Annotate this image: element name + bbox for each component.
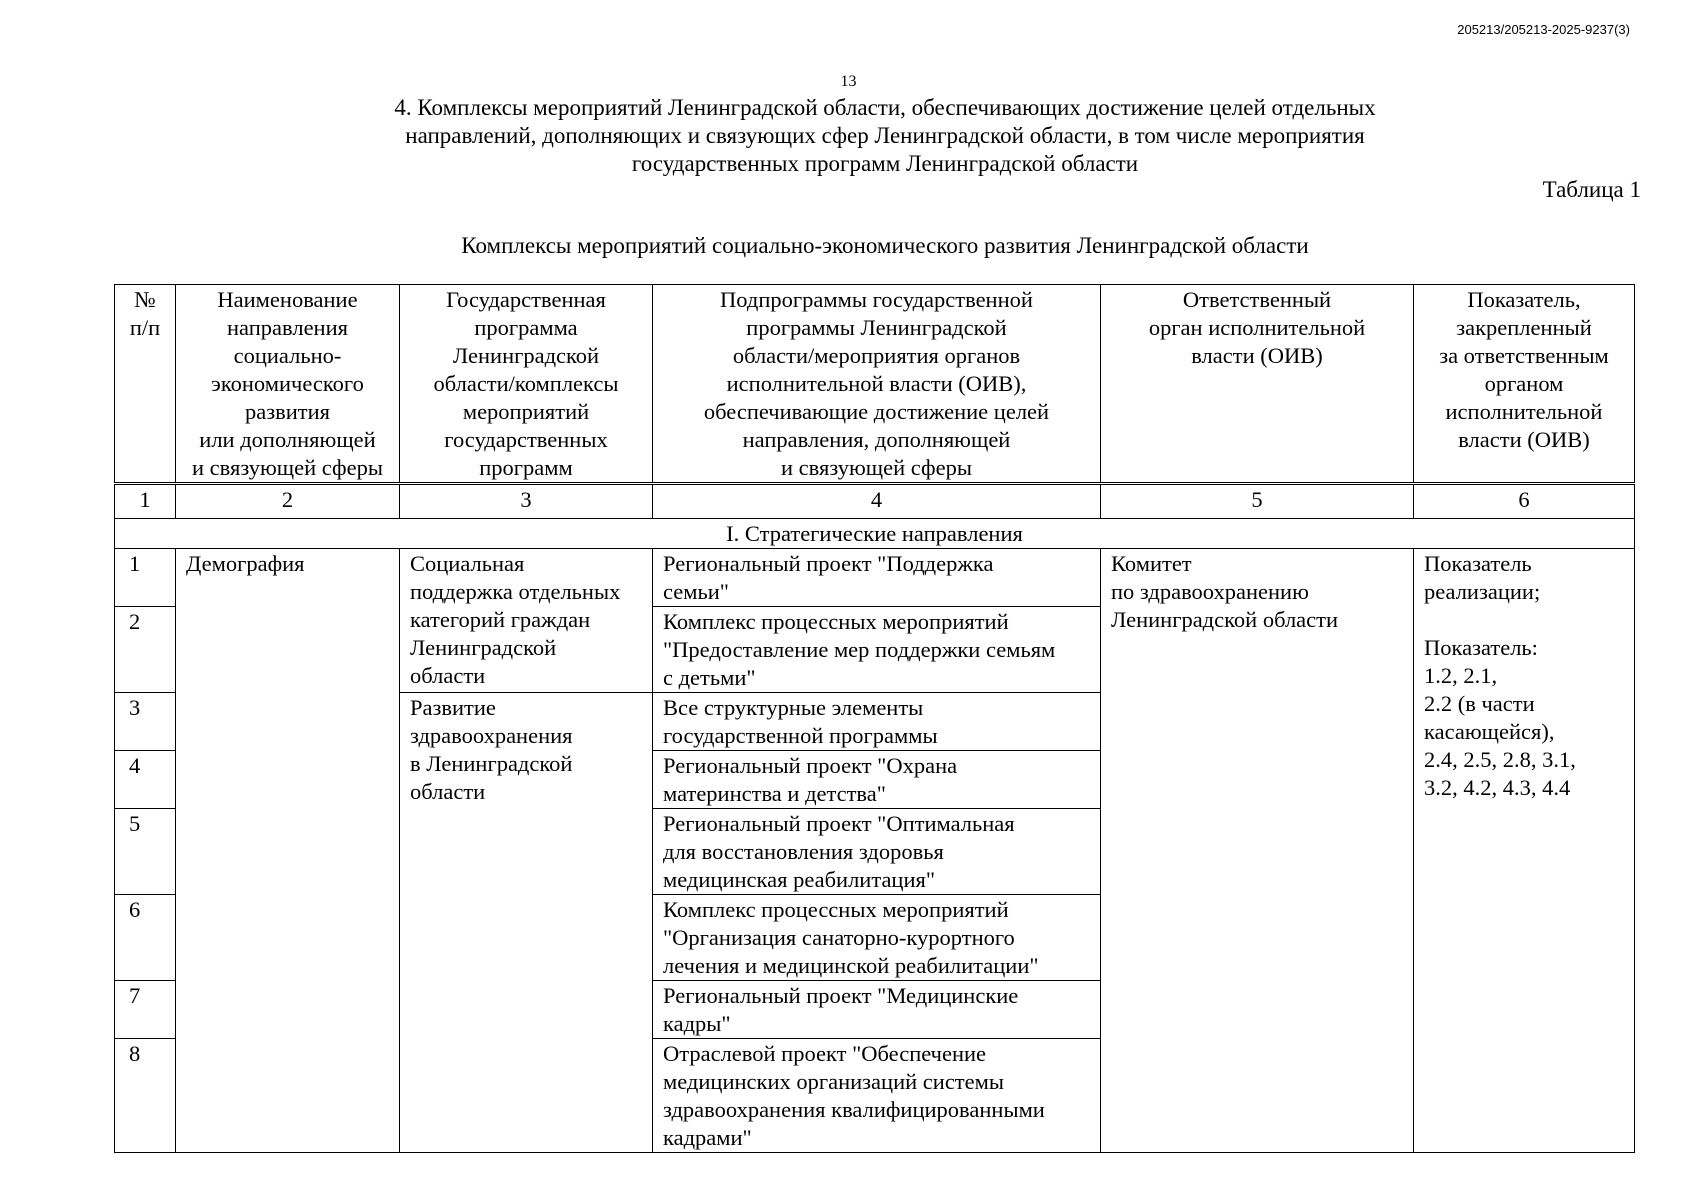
responsible-cell: Комитет по здравоохранению Ленинградской области	[1101, 549, 1414, 1153]
measures-table	[114, 284, 1635, 1153]
measure-cell: Все структурные элементы государственной программы	[653, 693, 1101, 751]
column-number: 6	[1414, 485, 1635, 519]
table-row	[115, 549, 1635, 607]
row-number: 8	[115, 1039, 176, 1153]
measure-cell: Региональный проект "Медицинские кадры"	[653, 981, 1101, 1039]
header-cell-number: № п/п	[115, 285, 176, 483]
column-number: 3	[400, 485, 653, 519]
measure-cell: Региональный проект "Охрана материнства и детства"	[653, 751, 1101, 809]
header-cell-direction: Наименование направления социально- экономического развития или дополняющей и связующей сферы	[176, 285, 400, 483]
column-number: 5	[1101, 485, 1414, 519]
row-number: 4	[115, 751, 176, 809]
measure-cell: Региональный проект "Поддержка семьи"	[653, 549, 1101, 607]
measure-cell: Комплекс процессных мероприятий "Предоставление мер поддержки семьям с детьми"	[653, 607, 1101, 693]
direction-cell: Демография	[176, 549, 400, 1153]
header-cell-program: Государственная программа Ленинградской области/комплексы мероприятий государственных программ	[400, 285, 653, 483]
section-row	[115, 519, 1635, 549]
row-number: 5	[115, 809, 176, 895]
row-number: 1	[115, 549, 176, 607]
column-number: 2	[176, 485, 400, 519]
table-label: Таблица 1	[1542, 177, 1641, 202]
header-cell-subprograms: Подпрограммы государственной программы Ленинградской области/мероприятия органов исполнительной власти (ОИВ), обеспечивающие достижение целей направления, дополняющей и связующей сферы	[653, 285, 1101, 483]
row-number: 2	[115, 607, 176, 693]
header-cell-responsible: Ответственный орган исполнительной власти (ОИВ)	[1101, 285, 1414, 483]
column-number: 1	[115, 485, 176, 519]
page-number: 13	[840, 73, 857, 90]
table-caption: Комплексы мероприятий социально-экономического развития Ленинградской области	[461, 233, 1309, 258]
section-title: 4. Комплексы мероприятий Ленинградской области, обеспечивающих достижение целей отдельных направлений, дополняющих и связующих сфер Ленинградской области, в том числе мероприятия государственных программ Ленинградской области	[394, 95, 1376, 176]
measure-cell: Региональный проект "Оптимальная для восстановления здоровья медицинская реабилитация"	[653, 809, 1101, 895]
document-id: 205213/205213-2025-9237(3)	[1457, 22, 1630, 37]
row-number: 7	[115, 981, 176, 1039]
header-row	[115, 285, 1635, 483]
measure-cell: Комплекс процессных мероприятий "Организация санаторно-курортного лечения и медицинской реабилитации"	[653, 895, 1101, 981]
program-cell: Социальная поддержка отдельных категорий граждан Ленинградской области	[400, 549, 653, 693]
header-cell-indicator: Показатель, закрепленный за ответственным органом исполнительной власти (ОИВ)	[1414, 285, 1635, 483]
section-row-label: I. Стратегические направления	[115, 519, 1635, 549]
column-number-row	[115, 485, 1635, 519]
column-number: 4	[653, 485, 1101, 519]
indicator-cell: Показатель реализации; Показатель: 1.2, 2.1, 2.2 (в части касающейся), 2.4, 2.5, 2.8, 3.1, 3.2, 4.2, 4.3, 4.4	[1414, 549, 1635, 1153]
program-cell: Развитие здравоохранения в Ленинградской области	[400, 693, 653, 1153]
row-number: 3	[115, 693, 176, 751]
row-number: 6	[115, 895, 176, 981]
measure-cell: Отраслевой проект "Обеспечение медицинских организаций системы здравоохранения квалифицированными кадрами"	[653, 1039, 1101, 1153]
